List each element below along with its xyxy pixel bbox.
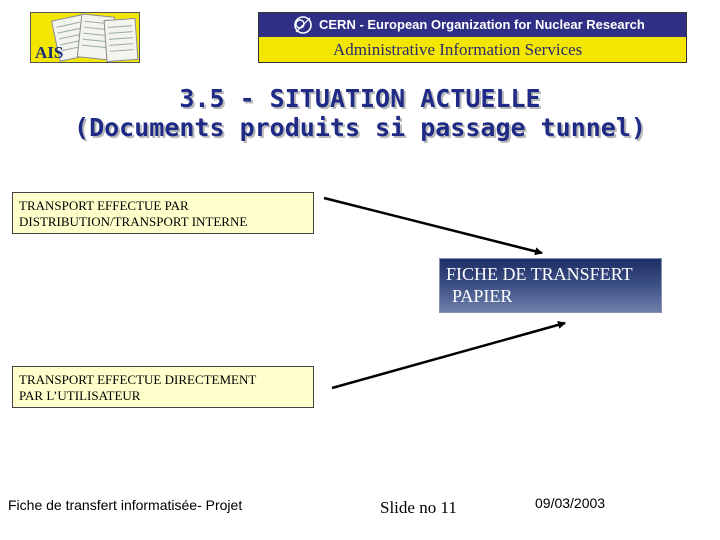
ais-logo-text: AIS <box>35 43 64 62</box>
box-transport-distribution <box>12 192 314 234</box>
slide-title-line-2: (Documents produits si passage tunnel) <box>74 113 646 142</box>
footer-date: 09/03/2003 <box>535 495 606 511</box>
arrow-direct-to-fiche <box>332 323 565 388</box>
box-line-1: TRANSPORT EFFECTUE DIRECTEMENT <box>19 372 257 387</box>
box-line-2: PAR L’UTILISATEUR <box>19 388 141 403</box>
banner-subtitle: Administrative Information Services <box>333 40 583 59</box>
box-line-1: TRANSPORT EFFECTUE PAR <box>19 198 189 213</box>
box-line-2: PAPIER <box>452 286 513 306</box>
arrow-distribution-to-fiche <box>324 198 542 253</box>
slide-title-line-1: 3.5 - SITUATION ACTUELLE <box>179 84 541 113</box>
box-fiche-transfert <box>439 258 662 313</box>
box-line-2: DISTRIBUTION/TRANSPORT INTERNE <box>19 214 248 229</box>
box-transport-direct <box>12 366 314 408</box>
box-line-1: FICHE DE TRANSFERT <box>446 264 633 284</box>
footer-project: Fiche de transfert informatisée- Projet <box>8 497 243 513</box>
footer-slide-number: Slide no 11 <box>380 498 457 517</box>
banner-title: CERN - European Organization for Nuclear Research <box>319 17 645 32</box>
